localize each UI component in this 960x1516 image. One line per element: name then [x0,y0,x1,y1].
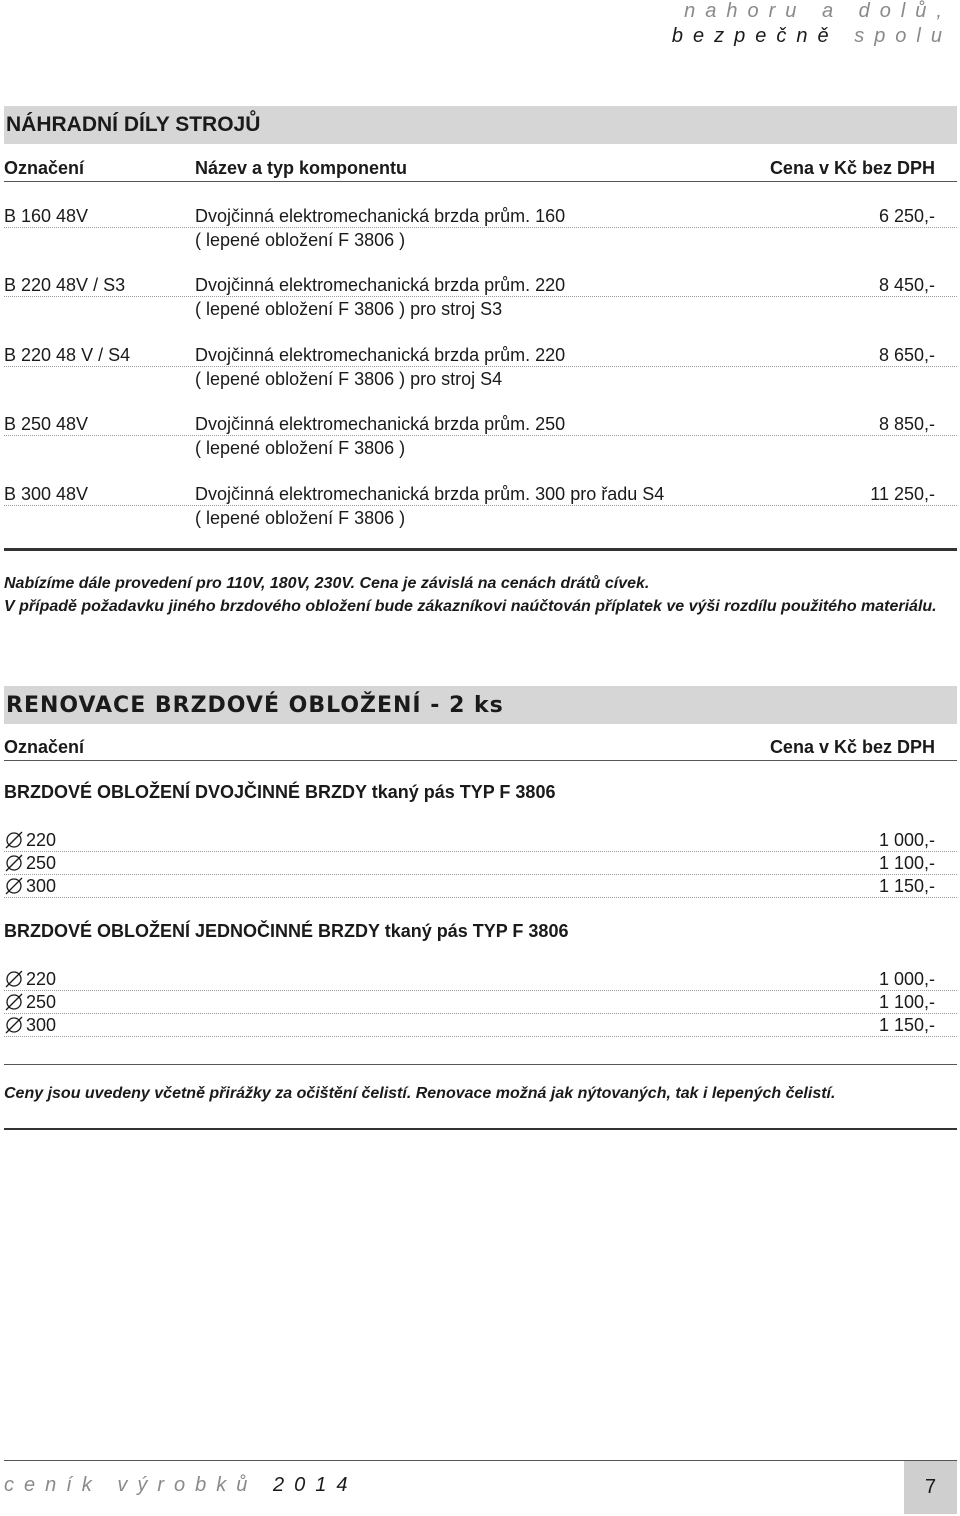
row-note: ( lepené obložení F 3806 ) [195,438,406,458]
section-title-renovation: RENOVACE BRZDOVÉ OBLOŽENÍ - 2 ks [4,686,957,724]
diameter-icon [4,968,24,990]
table-row [4,274,957,320]
item-size: 300 [26,1015,57,1035]
row-price: 8 450,- [878,275,935,295]
item-size: 250 [26,992,57,1012]
row-note: ( lepené obložení F 3806 ) pro stroj S4 [195,369,503,389]
header-tagline-2 [672,25,952,48]
item-price: 1 150,- [878,876,935,896]
list-item [4,829,957,852]
table-header-spare-parts [4,156,957,182]
note-surcharge: V případě požadavku jiného brzdového obložení bude zákazníkovi naúčtován příplatek ve výši rozdílu použitého materiálu. [4,598,937,615]
item-price: 1 100,- [878,992,935,1012]
col-header-price: Cena v Kč bez DPH [769,737,935,757]
list-item [4,852,957,875]
row-code: B 160 48V [4,206,89,226]
footer-title [4,1474,357,1497]
table-header-renovation [4,735,957,761]
col-header-price: Cena v Kč bez DPH [769,158,935,178]
group-title-double-brake: BRZDOVÉ OBLOŽENÍ DVOJČINNÉ BRZDY tkaný pás TYP F 3806 [4,782,556,802]
col-header-code: Označení [4,158,85,178]
item-size: 250 [26,853,57,873]
row-code: B 220 48V / S3 [4,275,126,295]
row-desc: Dvojčinná elektromechanická brzda prům. 220 [195,275,566,295]
list-item [4,1014,957,1037]
row-price: 6 250,- [878,206,935,226]
section-title-spare-parts: NÁHRADNÍ DÍLY STROJŮ [4,106,957,144]
list-item [4,875,957,898]
row-code: B 250 48V [4,414,89,434]
row-desc: Dvojčinná elektromechanická brzda prům. 300 pro řadu S4 [195,484,665,504]
col-header-name: Název a typ komponentu [195,158,408,178]
item-size: 300 [26,876,57,896]
header-tagline-1 [684,0,952,23]
diameter-icon [4,829,24,851]
tagline-text-light: spolu [854,25,952,47]
table-row [4,413,957,459]
item-size: 220 [26,969,57,989]
row-note: ( lepené obložení F 3806 ) pro stroj S3 [195,299,503,319]
diameter-icon [4,875,24,897]
item-price: 1 100,- [878,853,935,873]
divider [4,548,957,551]
table-row [4,205,957,251]
diameter-icon [4,1014,24,1036]
row-code: B 300 48V [4,484,89,504]
diameter-icon [4,991,24,1013]
row-desc: Dvojčinná elektromechanická brzda prům. 220 [195,345,566,365]
diameter-icon [4,852,24,874]
list-item [4,968,957,991]
item-price: 1 150,- [878,1015,935,1035]
row-desc: Dvojčinná elektromechanická brzda prům. 160 [195,206,566,226]
footer-text-light: ceník výrobků [4,1474,258,1496]
item-price: 1 000,- [878,969,935,989]
page-number: 7 [904,1461,957,1514]
divider [4,1064,957,1065]
section1-notes [4,572,954,618]
row-price: 8 850,- [878,414,935,434]
group-title-single-brake: BRZDOVÉ OBLOŽENÍ JEDNOČINNÉ BRZDY tkaný pás TYP F 3806 [4,921,569,941]
footer-divider [4,1460,957,1461]
note-voltage: Nabízíme dále provedení pro 110V, 180V, 230V. Cena je závislá na cenách drátů cívek. [4,575,650,592]
section2-note: Ceny jsou uvedeny včetně přirážky za očištění čelistí. Renovace možná jak nýtovaných, tak i lepených čelistí. [4,1085,836,1102]
table-row [4,344,957,390]
row-desc: Dvojčinná elektromechanická brzda prům. 250 [195,414,566,434]
col-header-code: Označení [4,737,85,757]
tagline-text-1: nahoru a dolů, [684,0,952,22]
item-price: 1 000,- [878,830,935,850]
row-price: 8 650,- [878,345,935,365]
row-code: B 220 48 V / S4 [4,345,131,365]
table-row [4,483,957,529]
row-note: ( lepené obložení F 3806 ) [195,508,406,528]
item-size: 220 [26,830,57,850]
list-item [4,991,957,1014]
tagline-text-dark: bezpečně [671,25,839,47]
row-price: 11 250,- [870,484,935,504]
divider [4,1128,957,1130]
row-note: ( lepené obložení F 3806 ) [195,230,406,250]
footer-year: 2014 [272,1474,358,1496]
